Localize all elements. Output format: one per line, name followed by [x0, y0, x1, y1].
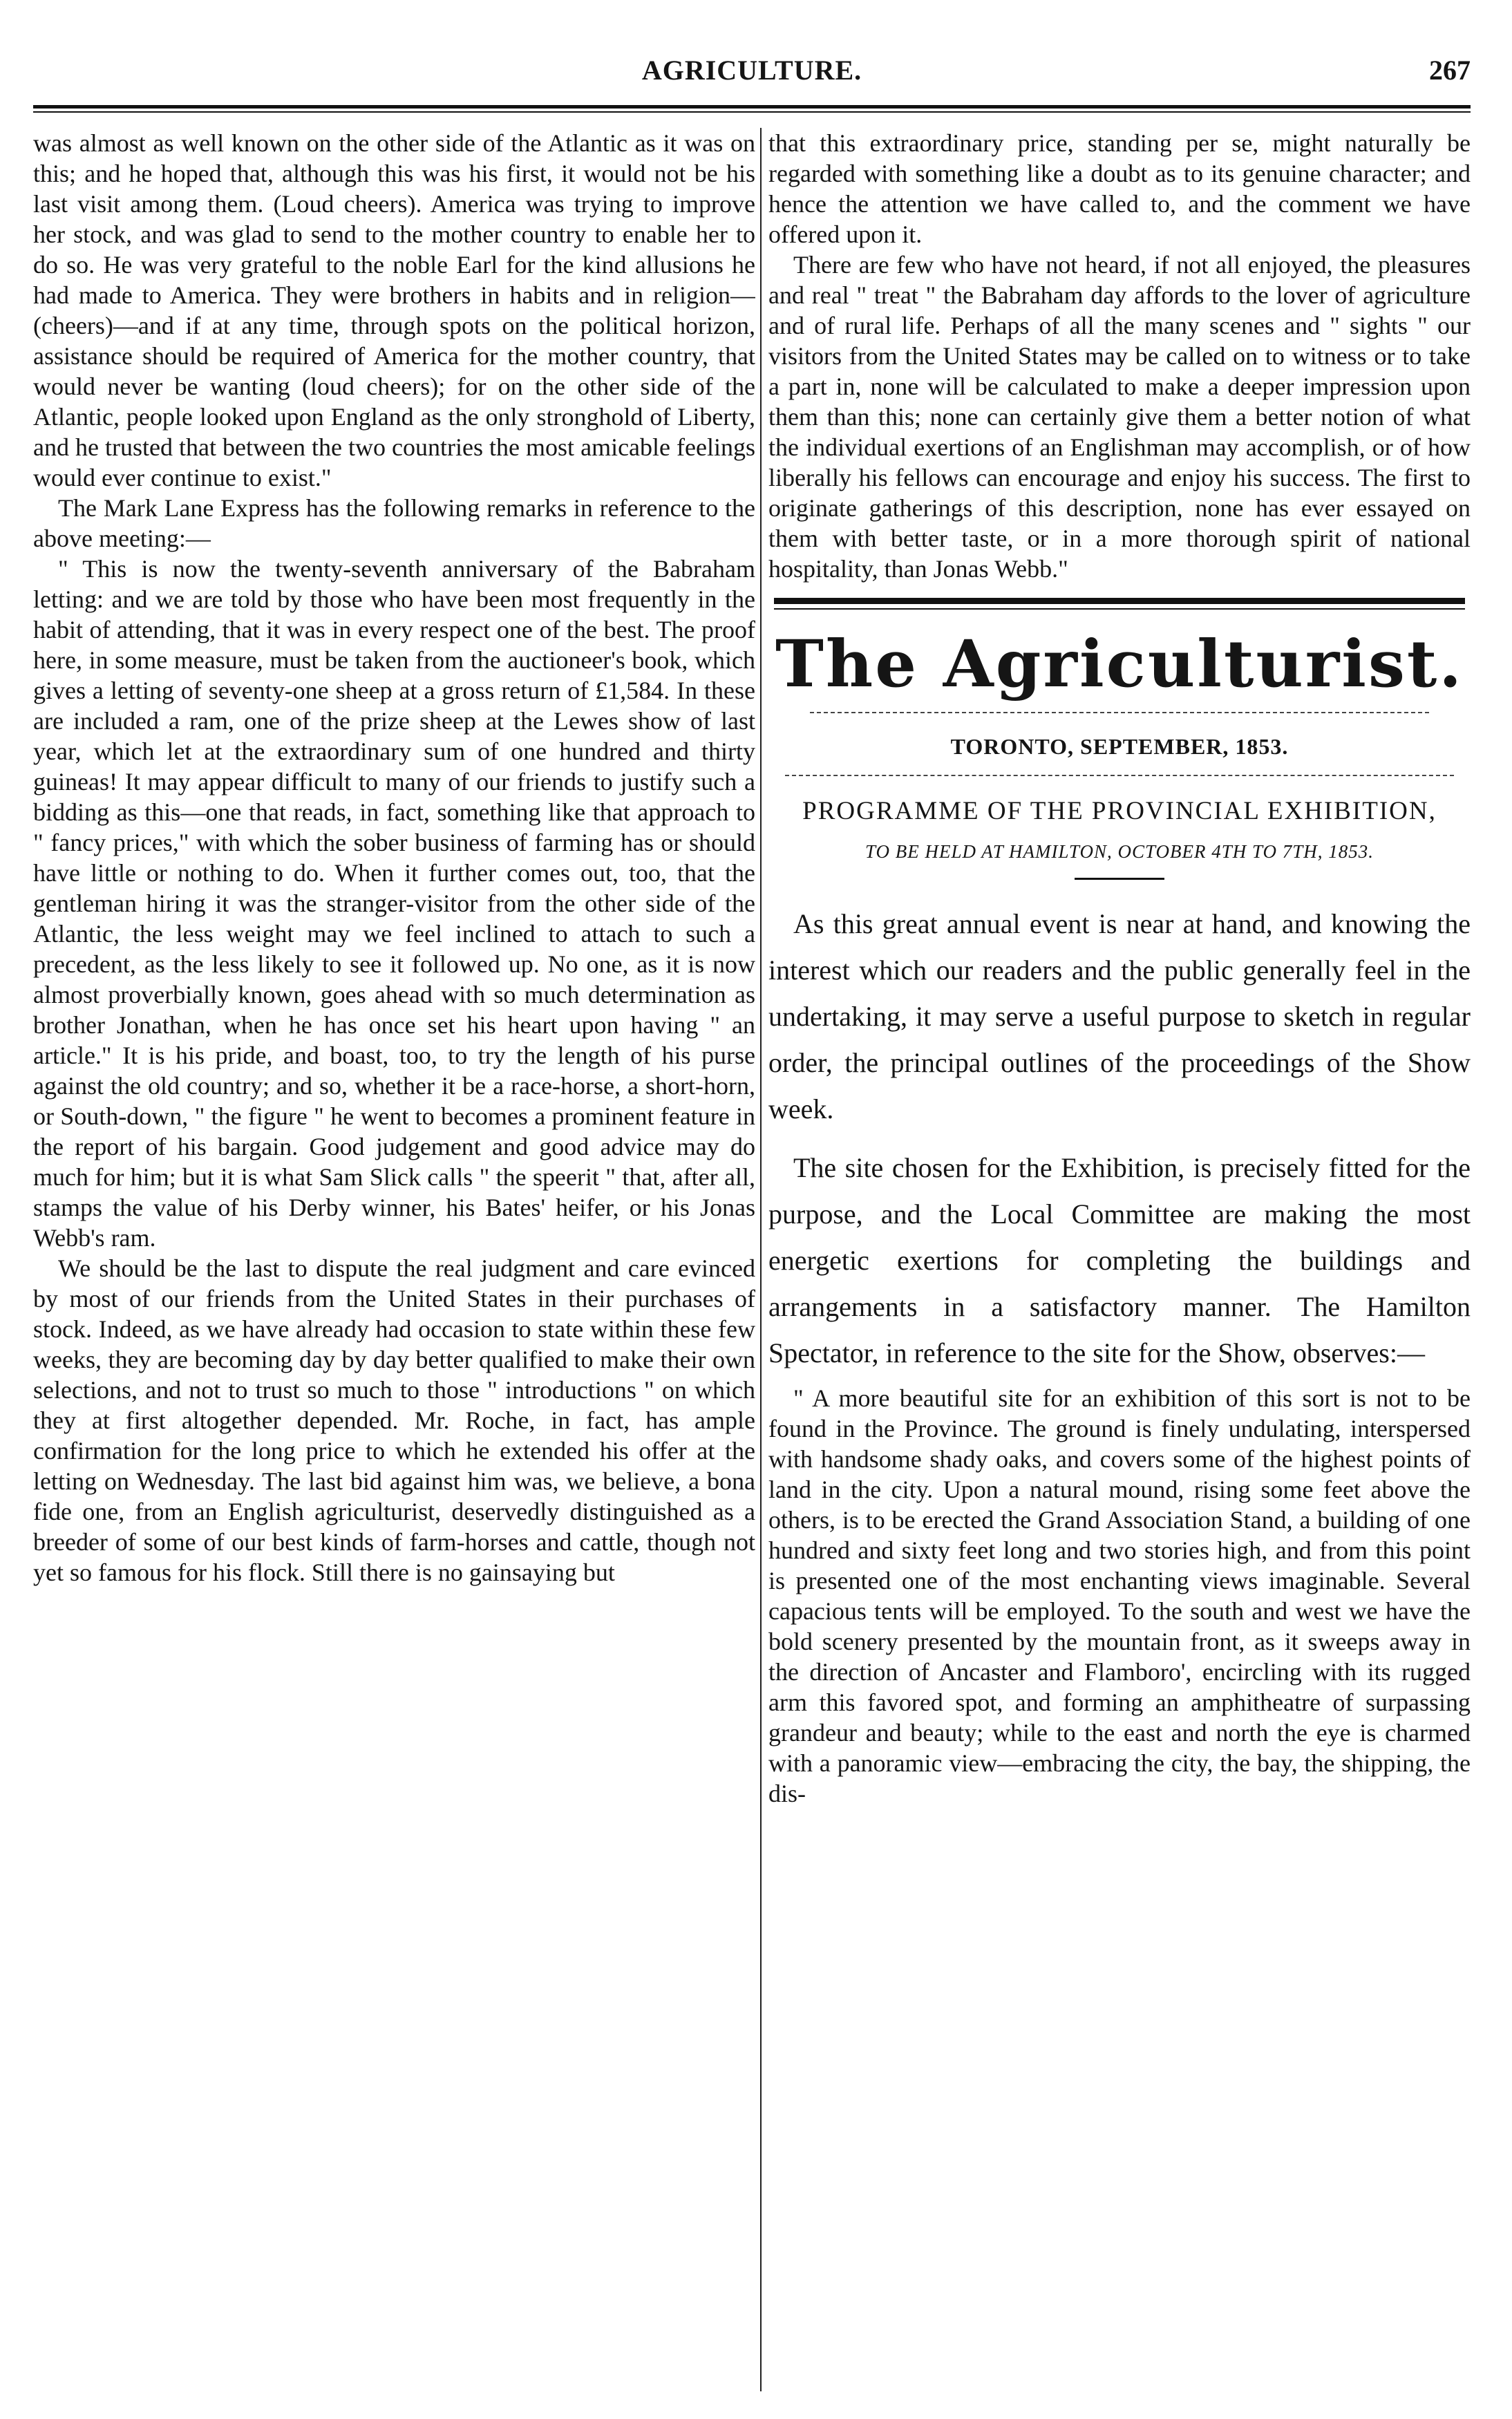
- left-column: [33, 128, 755, 2391]
- lead-paragraph: The site chosen for the Exhibition, is precisely fitted for the purpose, and the Local Committee are making the most energetic exertions for completing the buildings and arrangements in a satisfactory manner. The Hamilton Spectator, in reference to the site for the Show, observes:—: [768, 1152, 1471, 1368]
- running-title: AGRICULTURE.: [641, 55, 862, 86]
- short-rule: [1075, 878, 1164, 880]
- page-number: 267: [1429, 55, 1471, 86]
- paragraph: There are few who have not heard, if not all enjoyed, the pleasures and real " treat " the Babraham day affords to the lover of agriculture and of rural life. Perhaps of all the many scenes and " sights " our visitors from the United States may be called on to witness or to take a part in, none will be calculated to make a deeper impression upon them than this; none can certainly give them a better notion of what the individual exertions of an Englishman may accomplish, or of how liberally his fellows can encourage and enjoy his success. The first to originate gatherings of this description, none has ever essayed on them with better taste, or in a more thorough spirit of national hospitality, than Jonas Webb.": [768, 251, 1471, 583]
- masthead-block: [768, 598, 1471, 776]
- quote-paragraph: " A more beautiful site for an exhibition of this sort is not to be found in the Province. The ground is finely undulating, interspersed with handsome shady oaks, and covers some of the highest points of land in the city. Upon a natural mound, rising some feet above the others, is to be erected the Grand Association Stand, a building of one hundred and sixty feet long and two stories high, and from this point is presented one of the most enchanting views imaginable. Several capacious tents will be employed. To the south and west we have the bold scenery presented by the mountain front, as it sweeps away in the direction of Ancaster and Flamboro', encircling with its rugged arm this favored spot, and forming an amphitheatre of surpassing grandeur and beauty; while to the east and north the eye is charmed with a panoramic view—embracing the city, the bay, the shipping, the dis-: [768, 1384, 1471, 1807]
- paragraph: " This is now the twenty-seventh anniversary of the Babraham letting: and we are told by those who have been most frequently in the habit of attending, that it was in every respect one of the best. The proof here, in some measure, must be taken from the auctioneer's book, which gives a letting of seventy-one sheep at a gross return of £1,584. In these are included a ram, one of the prize sheep at the Lewes show of last year, which let at the extraordinary sum of one hundred and thirty guineas! It may appear difficult to many of our friends to justify such a bidding as this—one that reads, in fact, something like that approach to " fancy prices," with which the sober business of farming has or should have little or nothing to do. When it further comes out, too, that the gentleman hiring it was the stranger-visitor from the other side of the Atlantic, the less weight may we feel inclined to attach to such a precedent, as the less likely to see it followed up. No one, as it is now almost proverbially known, goes ahead with so much determination as brother Jonathan, when he has once set his heart upon having " an article." It is his pride, and boast, too, to try the length of his purse against the old country; and so, whether it be a race-horse, a short-horn, or South-down, " the figure " he went to becomes a prominent feature in the report of his bargain. Good judgement and good advice may do much for him; but it is what Sam Slick calls " the speerit " that, after all, stamps the value of his Derby winner, his Bates' heifer, or his Jonas Webb's ram.: [33, 555, 755, 1252]
- right-column: [768, 128, 1471, 2391]
- article-subtitle: TO BE HELD AT HAMILTON, OCTOBER 4TH TO 7TH, 1853.: [864, 841, 1374, 862]
- paragraph: The Mark Lane Express has the following remarks in reference to the above meeting:—: [33, 494, 755, 552]
- lead-paragraph: As this great annual event is near at hand, and knowing the interest which our readers and the public generally feel in the undertaking, it may serve a useful purpose to sketch in regular order, the principal outlines of the proceedings of the Show week.: [768, 908, 1471, 1124]
- article-title: PROGRAMME OF THE PROVINCIAL EXHIBITION,: [802, 797, 1437, 825]
- dashed-rule: [785, 775, 1454, 776]
- header-rule: [33, 105, 1471, 113]
- paragraph: that this extraordinary price, standing per se, might naturally be regarded with something like a doubt as to its genuine character; and hence the attention we have called to, and the comment we have offered upon it.: [768, 129, 1471, 248]
- paragraph: We should be the last to dispute the real judgment and care evinced by most of our friends from the United States in their purchases of stock. Indeed, as we have already had occasion to state within these few weeks, they are becoming day by day better qualified to make their own selections, and not to trust so much to those " introductions " on which they at first altogether depended. Mr. Roche, in fact, has ample confirmation for the long price to which he extended his offer at the letting on Wednesday. The last bid against him was, we believe, a bona fide one, from an English agriculturist, deservedly distinguished as a breeder of some of our best kinds of farm-horses and cattle, though not yet so famous for his flock. Still there is no gainsaying but: [33, 1254, 755, 1586]
- masthead-title: The Agriculturist.: [775, 626, 1464, 702]
- masthead-rule: [774, 598, 1465, 604]
- paragraph: was almost as well known on the other side of the Atlantic as it was on this; and he hoped that, although this was his first, it would not be his last visit among them. (Loud cheers). America was trying to improve her stock, and was glad to send to the mother country to enable her to do so. He was very grateful to the noble Earl for the kind allusions he had made to America. They were brothers in habits and in religion—(cheers)—and if at any time, through spots on the political horizon, assistance should be required of America for the mother country, that would never be wanting (loud cheers); for on the other side of the Atlantic, people looked upon England as the only stronghold of Liberty, and he trusted that between the two countries the most amicable feelings would ever continue to exist.": [33, 129, 755, 491]
- dateline: TORONTO, SEPTEMBER, 1853.: [950, 734, 1289, 759]
- page-header: [33, 41, 1471, 104]
- dashed-rule: [810, 712, 1429, 713]
- masthead-rule: [774, 608, 1465, 610]
- column-divider: [760, 128, 762, 2391]
